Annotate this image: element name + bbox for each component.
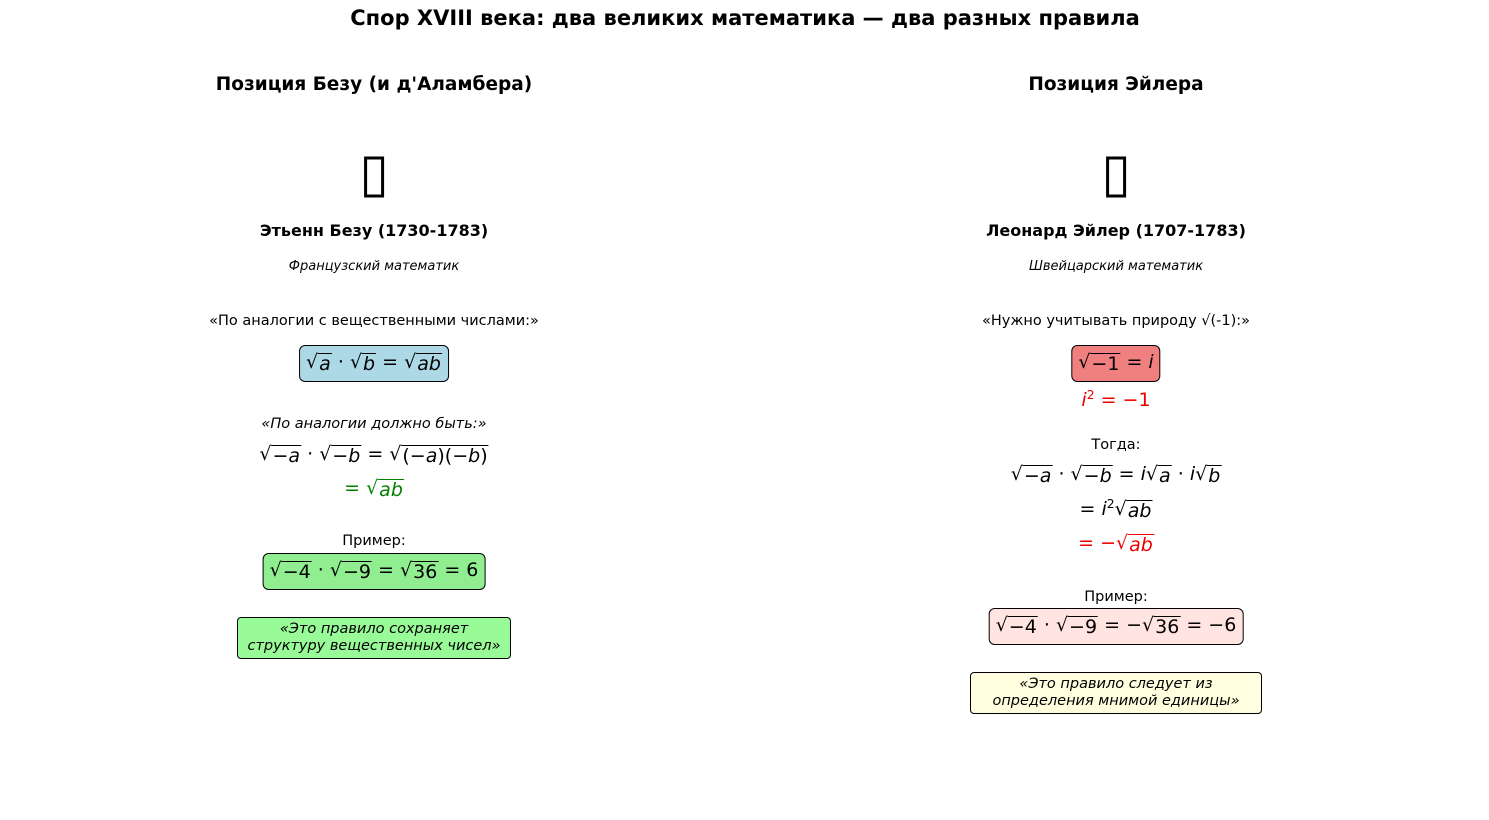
page-title: Спор XVIII века: два великих математика — два разных правила xyxy=(350,6,1140,30)
bezout-analogy-formula: √ −a · √ −b = √ (−a)(−b) xyxy=(259,443,488,467)
euler-example-label: Пример: xyxy=(1084,589,1148,605)
bezout-portrait-icon: ▯ xyxy=(359,141,389,204)
euler-then-label: Тогда: xyxy=(1091,437,1141,453)
euler-name: Леонард Эйлер (1707-1783) xyxy=(986,221,1246,240)
bezout-example-box: √ −4 · √ −9 = √ 36 = 6 xyxy=(263,553,486,590)
euler-example-box: √ −4 · √ −9 = − √ 36 = −6 xyxy=(989,608,1244,645)
bezout-analogy-result: = √ ab xyxy=(344,477,403,501)
euler-derivation-line-2: = $i^2$ √ ab xyxy=(1079,497,1152,522)
euler-role: Швейцарский математик xyxy=(1028,259,1204,274)
left-column-heading: Позиция Безу (и д'Аламбера) xyxy=(215,74,533,95)
euler-derivation-result: = − √ ab xyxy=(1078,532,1153,556)
euler-portrait-icon: ▯ xyxy=(1101,141,1131,204)
bezout-analogy-label: «По аналогии должно быть:» xyxy=(261,416,487,432)
right-column-heading: Позиция Эйлера xyxy=(1028,74,1204,95)
bezout-quote-box: «Это правило сохраняет структуру вещественных чисел» xyxy=(237,617,511,659)
euler-rule-box: √ −1 = i xyxy=(1071,345,1160,382)
euler-i-squared: $i^2 = -1$ xyxy=(1081,388,1151,411)
euler-intro: «Нужно учитывать природу √(-1):» xyxy=(981,313,1251,329)
euler-quote-box: «Это правило следует из определения мнимой единицы» xyxy=(970,672,1262,714)
bezout-role: Французский математик xyxy=(288,259,460,274)
bezout-intro: «По аналогии с вещественными числами:» xyxy=(209,313,539,329)
bezout-example-label: Пример: xyxy=(342,533,406,549)
bezout-rule-box: √ a · √ b = √ ab xyxy=(299,345,449,382)
euler-derivation-line-1: √ −a · √ −b = i √ a · i √ b xyxy=(1010,463,1221,487)
bezout-name: Этьенн Безу (1730-1783) xyxy=(259,221,489,240)
